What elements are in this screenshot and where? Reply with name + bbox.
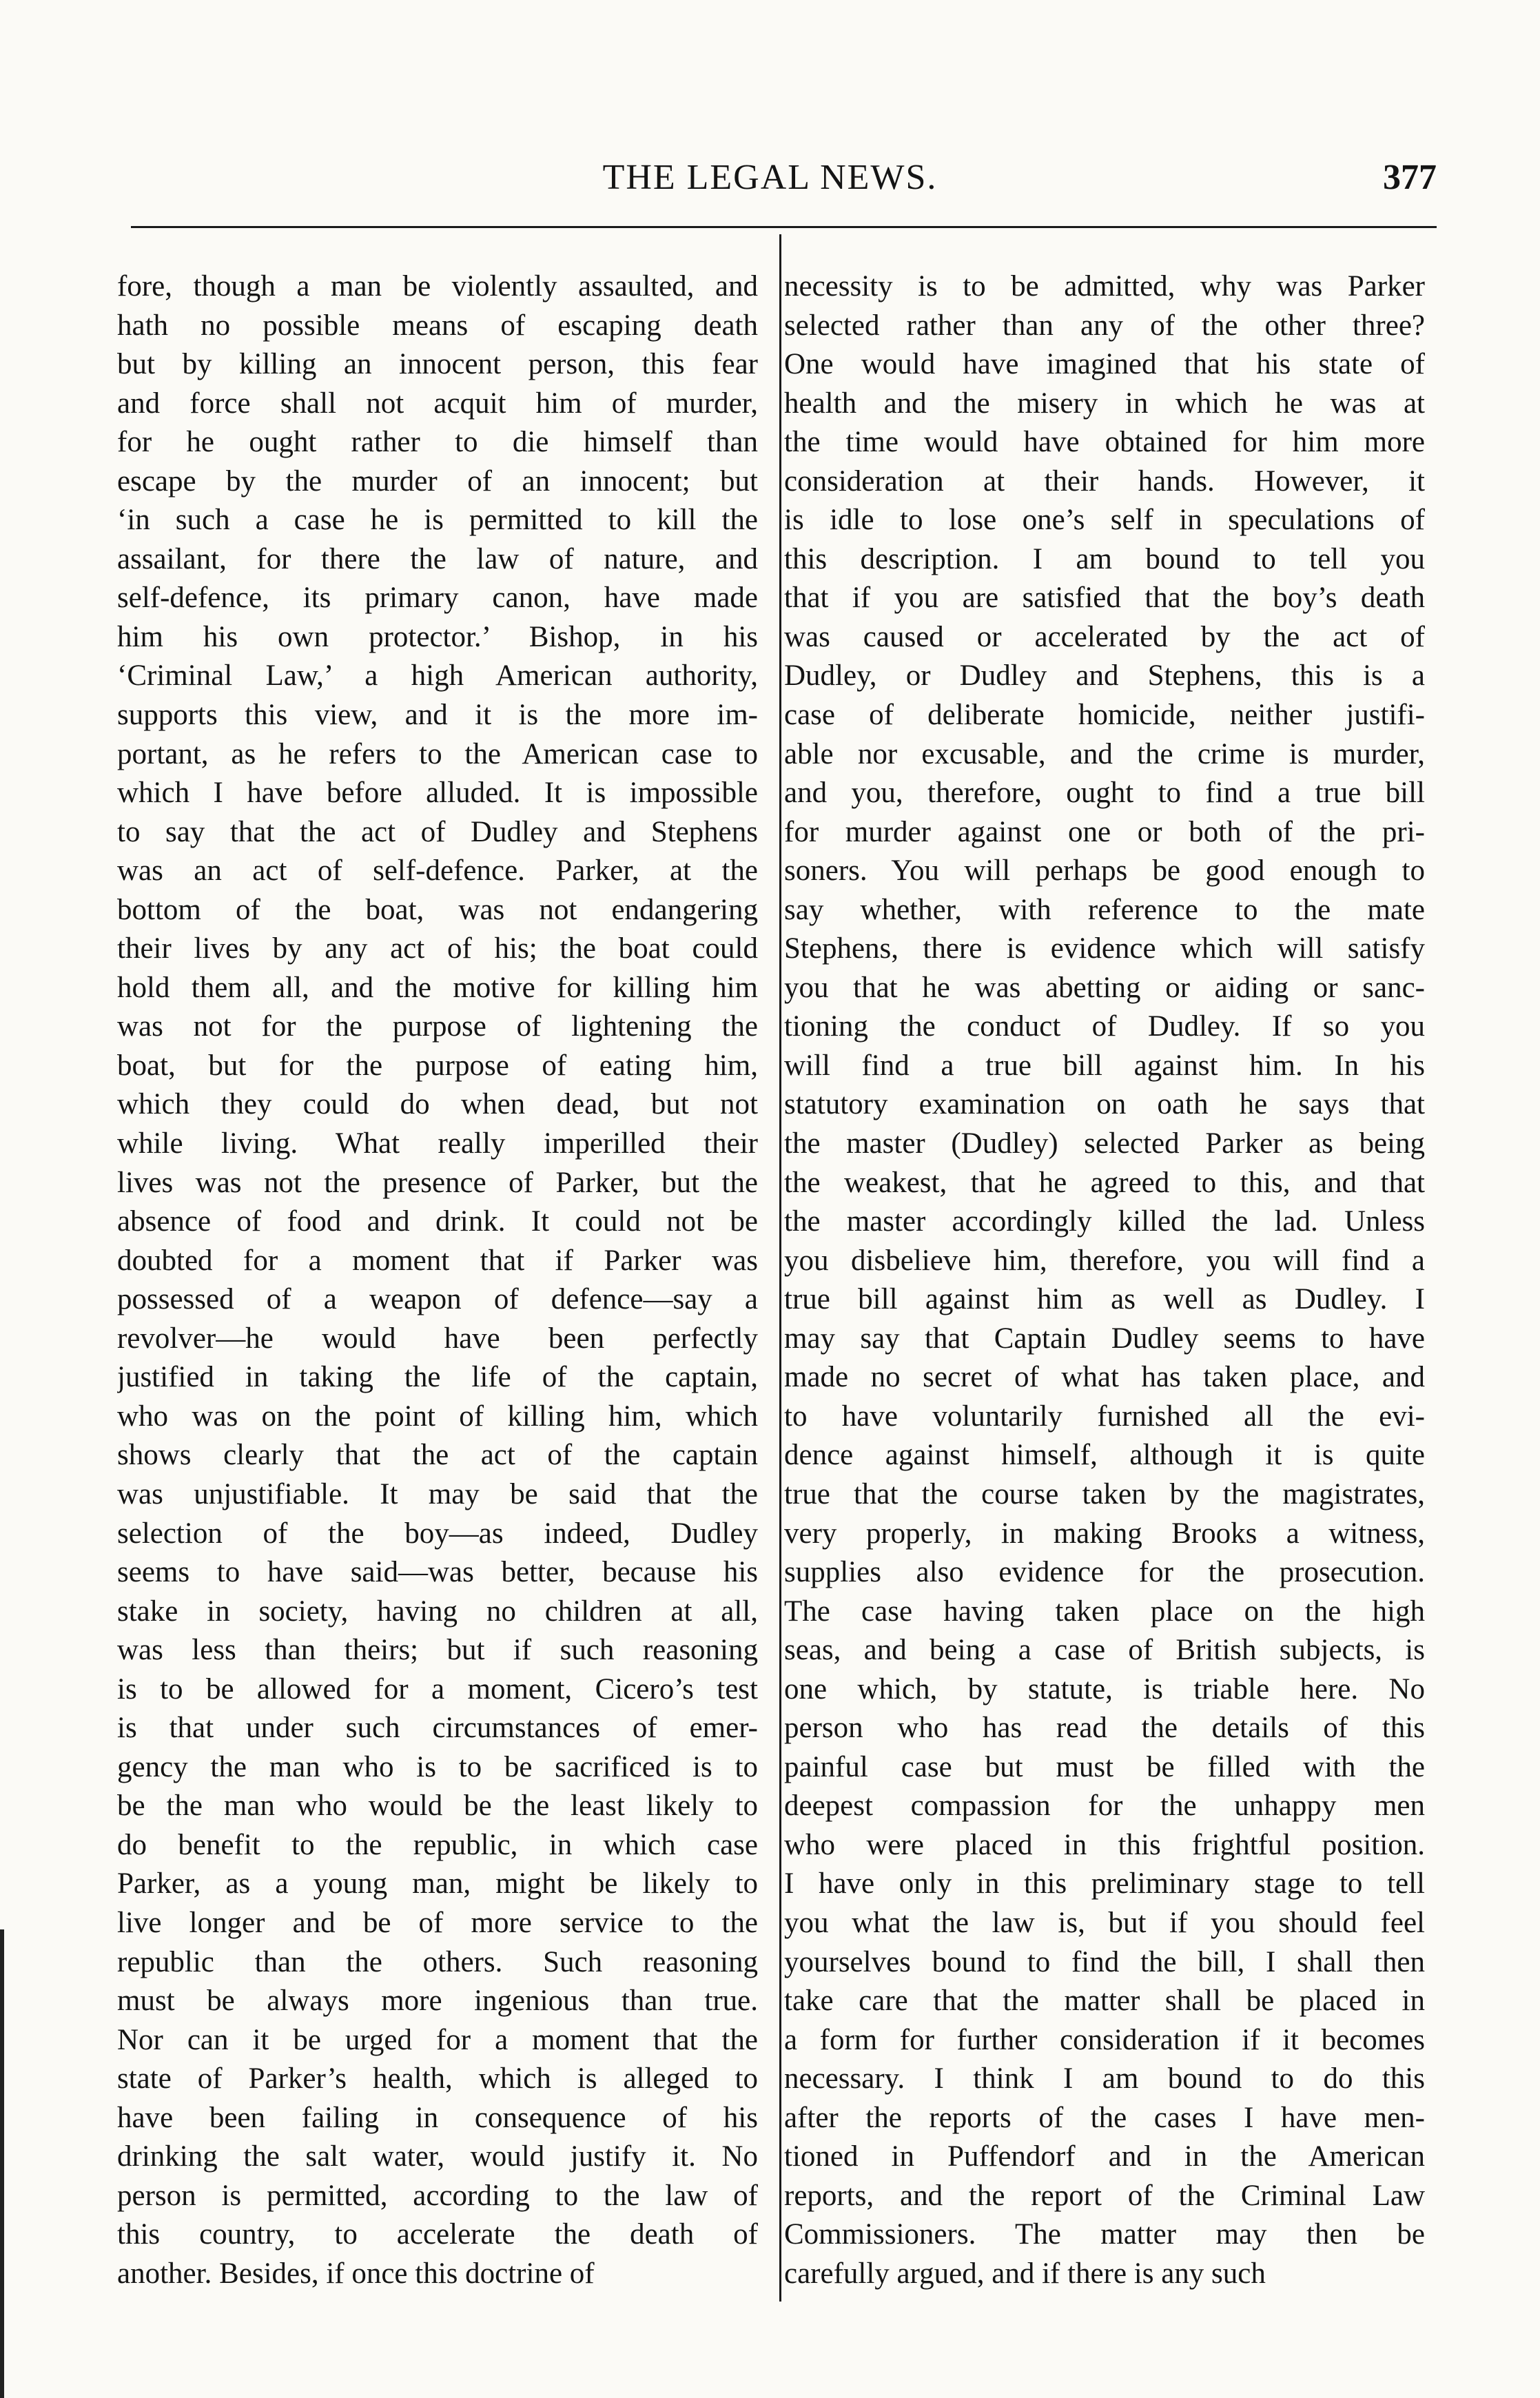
text-line: dence against himself, although it is quite [784, 1439, 1425, 1472]
text-line: the master (Dudley) selected Parker as being [784, 1127, 1425, 1160]
text-line: lives was not the presence of Parker, but the [117, 1166, 758, 1199]
text-line: the weakest, that he agreed to this, and that [784, 1166, 1425, 1199]
text-line: is that under such circumstances of emer- [117, 1712, 758, 1745]
text-line: seems to have said—was better, because his [117, 1556, 758, 1589]
text-line: which I have before alluded. It is impossible [117, 777, 758, 810]
text-line: necessary. I think I am bound to do this [784, 2062, 1425, 2095]
text-line: absence of food and drink. It could not be [117, 1205, 758, 1238]
text-line: ‘Criminal Law,’ a high American authority, [117, 659, 758, 693]
text-line: you that he was abetting or aiding or sanc- [784, 971, 1425, 1004]
text-line: The case having taken place on the high [784, 1595, 1425, 1628]
text-line: hath no possible means of escaping death [117, 309, 758, 342]
text-line: was less than theirs; but if such reasoning [117, 1634, 758, 1667]
text-line: justified in taking the life of the captain, [117, 1361, 758, 1394]
text-line: live longer and be of more service to the [117, 1906, 758, 1939]
text-line: Nor can it be urged for a moment that the [117, 2023, 758, 2056]
text-line: will find a true bill against him. In his [784, 1049, 1425, 1082]
text-line: Parker, as a young man, might be likely to [117, 1867, 758, 1900]
text-line: true bill against him as well as Dudley. I [784, 1283, 1425, 1316]
text-line: was not for the purpose of lightening the [117, 1010, 758, 1043]
text-line: was an act of self-defence. Parker, at the [117, 854, 758, 888]
text-line: person who has read the details of this [784, 1712, 1425, 1745]
text-line: to say that the act of Dudley and Stephens [117, 815, 758, 848]
text-line: tioning the conduct of Dudley. If so you [784, 1010, 1425, 1043]
text-line: supplies also evidence for the prosecution. [784, 1556, 1425, 1589]
text-line: bottom of the boat, was not endangering [117, 893, 758, 926]
text-line: ‘in such a case he is permitted to kill the [117, 504, 758, 537]
right-column [784, 267, 1425, 2321]
text-line: made no secret of what has taken place, and [784, 1361, 1425, 1394]
text-line: but by killing an innocent person, this fear [117, 348, 758, 381]
text-line: carefully argued, and if there is any such [784, 2257, 1266, 2290]
text-line: him his own protector.’ Bishop, in his [117, 620, 758, 653]
text-line: their lives by any act of his; the boat could [117, 932, 758, 965]
text-line: which they could do when dead, but not [117, 1088, 758, 1121]
text-line: that if you are satisfied that the boy’s death [784, 582, 1425, 615]
text-line: may say that Captain Dudley seems to have [784, 1322, 1425, 1355]
text-line: yourselves bound to find the bill, I shall then [784, 1945, 1425, 1978]
text-line: health and the misery in which he was at [784, 387, 1425, 420]
running-title: THE LEGAL NEWS. [602, 158, 938, 197]
text-line: say whether, with reference to the mate [784, 893, 1425, 926]
text-line: while living. What really imperilled their [117, 1127, 758, 1160]
text-line: escape by the murder of an innocent; but [117, 464, 758, 498]
header-rule [131, 226, 1437, 228]
text-line: able nor excusable, and the crime is murder, [784, 737, 1425, 770]
page-number: 377 [1383, 158, 1437, 197]
text-line: I have only in this preliminary stage to tell [784, 1867, 1425, 1900]
text-line: is to be allowed for a moment, Cicero’s test [117, 1672, 758, 1705]
text-line: the time would have obtained for him more [784, 426, 1425, 459]
text-line: supports this view, and it is the more im- [117, 699, 758, 732]
text-line: for murder against one or both of the pri- [784, 815, 1425, 848]
text-line: take care that the matter shall be placed in [784, 1985, 1425, 2018]
text-line: true that the course taken by the magistrates, [784, 1477, 1425, 1510]
text-line: painful case but must be filled with the [784, 1750, 1425, 1783]
text-line: portant, as he refers to the American case to [117, 737, 758, 770]
text-line: state of Parker’s health, which is alleged to [117, 2062, 758, 2095]
text-line: was caused or accelerated by the act of [784, 620, 1425, 653]
text-line: person is permitted, according to the law of [117, 2179, 758, 2212]
text-line: Dudley, or Dudley and Stephens, this is a [784, 659, 1425, 693]
text-line: drinking the salt water, would justify it. No [117, 2140, 758, 2173]
text-line: this country, to accelerate the death of [117, 2218, 758, 2251]
text-line: you what the law is, but if you should feel [784, 1906, 1425, 1939]
text-line: necessity is to be admitted, why was Parker [784, 270, 1425, 303]
text-line: to have voluntarily furnished all the evi- [784, 1400, 1425, 1433]
text-line: this description. I am bound to tell you [784, 542, 1425, 575]
column-divider [779, 234, 781, 2302]
page-header [0, 157, 1540, 205]
text-line: and force shall not acquit him of murder, [117, 387, 758, 420]
text-line: after the reports of the cases I have men- [784, 2101, 1425, 2134]
text-line: must be always more ingenious than true. [117, 1985, 758, 2018]
text-line: who were placed in this frightful position. [784, 1828, 1425, 1861]
text-line: deepest compassion for the unhappy men [784, 1790, 1425, 1823]
text-line: consideration at their hands. However, it [784, 464, 1425, 498]
text-line: statutory examination on oath he says that [784, 1088, 1425, 1121]
text-line: doubted for a moment that if Parker was [117, 1244, 758, 1277]
text-line: a form for further consideration if it becomes [784, 2023, 1425, 2056]
text-line: assailant, for there the law of nature, and [117, 542, 758, 575]
text-line: reports, and the report of the Criminal Law [784, 2179, 1425, 2212]
text-line: selected rather than any of the other three? [784, 309, 1425, 342]
text-line: was unjustifiable. It may be said that the [117, 1477, 758, 1510]
text-line: very properly, in making Brooks a witness, [784, 1517, 1425, 1550]
text-line: case of deliberate homicide, neither justifi- [784, 699, 1425, 732]
text-line: have been failing in consequence of his [117, 2101, 758, 2134]
text-line: soners. You will perhaps be good enough to [784, 854, 1425, 888]
text-line: for he ought rather to die himself than [117, 426, 758, 459]
text-line: republic than the others. Such reasoning [117, 1945, 758, 1978]
scan-edge-mark [0, 1929, 4, 2398]
text-line: selection of the boy—as indeed, Dudley [117, 1517, 758, 1550]
text-line: one which, by statute, is triable here. No [784, 1672, 1425, 1705]
text-line: stake in society, having no children at all, [117, 1595, 758, 1628]
text-line: gency the man who is to be sacrificed is to [117, 1750, 758, 1783]
text-line: Commissioners. The matter may then be [784, 2218, 1425, 2251]
left-column [117, 267, 758, 2321]
text-line: and you, therefore, ought to find a true bill [784, 777, 1425, 810]
text-line: tioned in Puffendorf and in the American [784, 2140, 1425, 2173]
text-line: possessed of a weapon of defence—say a [117, 1283, 758, 1316]
text-line: One would have imagined that his state of [784, 348, 1425, 381]
text-line: you disbelieve him, therefore, you will find a [784, 1244, 1425, 1277]
text-line: who was on the point of killing him, which [117, 1400, 758, 1433]
text-line: self-defence, its primary canon, have made [117, 582, 758, 615]
text-line: shows clearly that the act of the captain [117, 1439, 758, 1472]
text-line: boat, but for the purpose of eating him, [117, 1049, 758, 1082]
text-line: be the man who would be the least likely to [117, 1790, 758, 1823]
text-line: fore, though a man be violently assaulted, and [117, 270, 758, 303]
text-line: revolver—he would have been perfectly [117, 1322, 758, 1355]
text-line: is idle to lose one’s self in speculations of [784, 504, 1425, 537]
text-line: do benefit to the republic, in which case [117, 1828, 758, 1861]
text-line: the master accordingly killed the lad. Unless [784, 1205, 1425, 1238]
text-line: seas, and being a case of British subjects, is [784, 1634, 1425, 1667]
text-line: another. Besides, if once this doctrine of [117, 2257, 595, 2290]
text-line: Stephens, there is evidence which will satisfy [784, 932, 1425, 965]
text-line: hold them all, and the motive for killing him [117, 971, 758, 1004]
